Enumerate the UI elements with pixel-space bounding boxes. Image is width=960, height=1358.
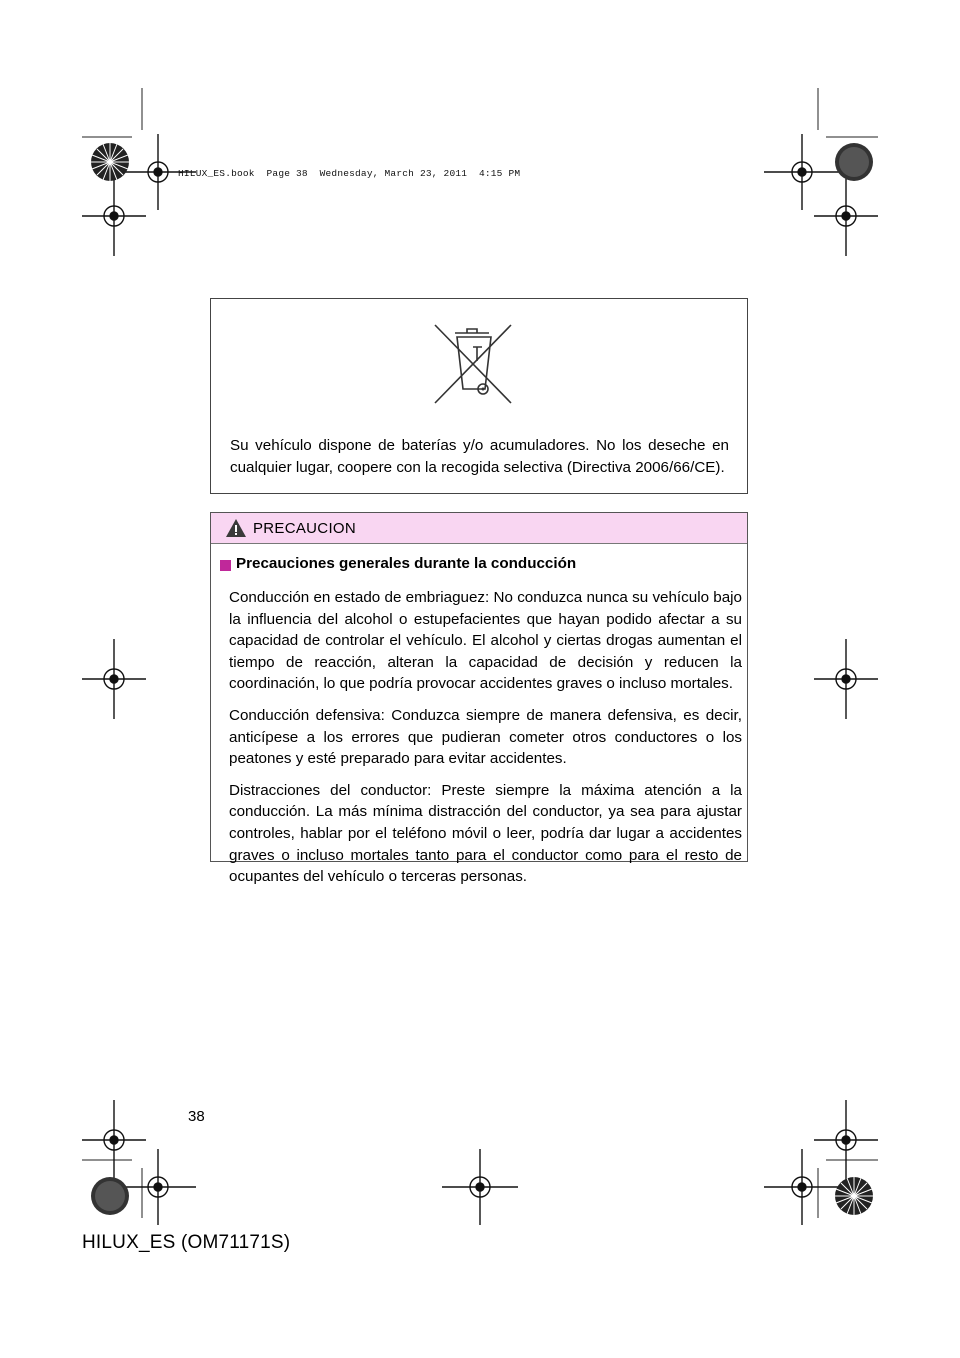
battery-disposal-notice	[210, 298, 748, 494]
paragraph-defensive-driving: Conducción defensiva: Conduzca siempre de manera defensiva, es decir, anticípese a los errores que pudieran cometer otros conductores o los peatones y esté preparado para evitar accidentes.	[229, 706, 742, 768]
page-number: 38	[188, 1108, 205, 1125]
caution-heading	[220, 555, 742, 577]
paragraph-drunk-driving: Conducción en estado de embriaguez: No conduzca nunca su vehículo bajo la influencia del alcohol o estupefacientes que hayan podido afectar a su capacidad de controlar el vehículo. El alcohol y ciertas drogas aumentan el tiempo de reacción, alteran la capacidad de decisión y reducen la coordinación, lo que podría provocar accidentes graves o incluso mortales.	[229, 589, 742, 693]
disposal-text: Su vehículo dispone de baterías y/o acumuladores. No los deseche en cualquier lugar, coopere con la recogida selectiva (Directiva 2006/66/CE).	[230, 437, 729, 476]
caution-box	[210, 512, 748, 886]
crossed-out-wheelie-bin-icon	[433, 321, 515, 405]
caution-header	[211, 513, 747, 544]
book-info-line: HILUX_ES.book Page 38 Wednesday, March 23, 2011 4:15 PM	[178, 168, 521, 179]
manual-code: HILUX_ES (OM71171S)	[82, 1232, 291, 1253]
caution-body	[220, 555, 742, 888]
square-bullet-icon	[220, 560, 231, 571]
caution-heading-text: Precauciones generales durante la conducción	[236, 555, 577, 572]
warning-triangle-icon	[225, 518, 247, 538]
paragraph-driver-distraction: Distracciones del conductor: Preste siempre la máxima atención a la conducción. La más mínima distracción del conductor, ya sea para ajustar controles, hablar por el teléfono móvil o leer, podría dar lugar a accidentes graves o incluso mortales tanto para el conductor como para el resto de ocupantes del vehículo o terceras personas.	[229, 781, 742, 886]
caution-title: PRECAUCION	[253, 520, 357, 537]
